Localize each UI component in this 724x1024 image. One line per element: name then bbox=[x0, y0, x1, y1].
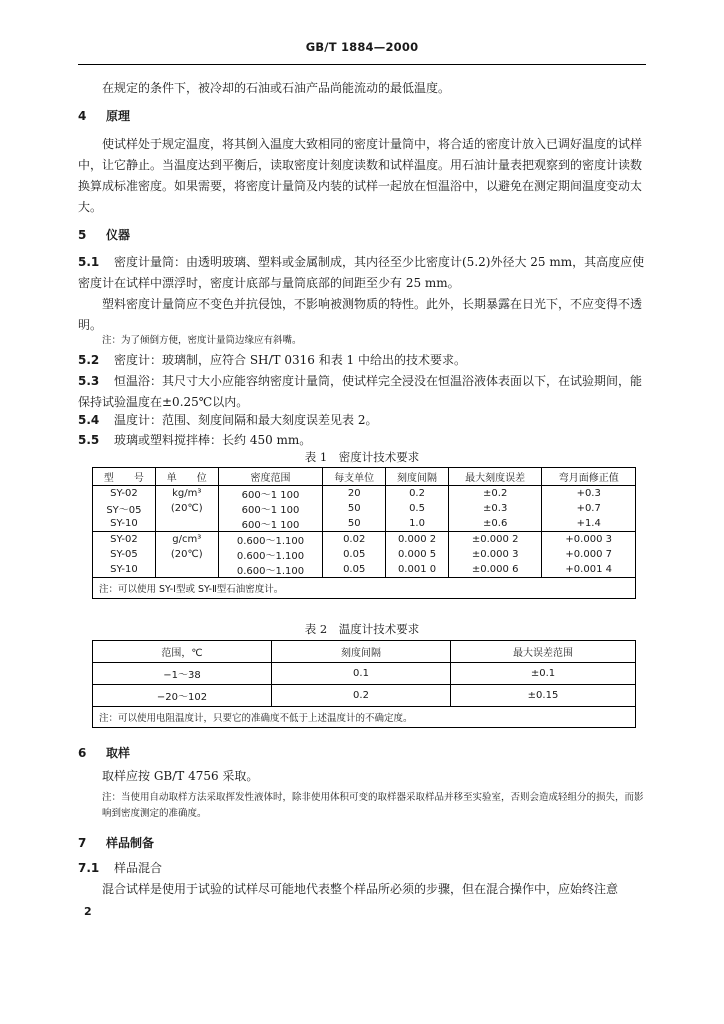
table-note-row bbox=[93, 707, 636, 728]
table-cell: 0.5 bbox=[386, 501, 449, 516]
column-header: 弯月面修正值 bbox=[542, 468, 636, 486]
column-header: 最大刻度误差 bbox=[448, 468, 541, 486]
table-cell bbox=[155, 562, 218, 578]
intro-paragraph: 在规定的条件下，被冷却的石油或石油产品尚能流动的最低温度。 bbox=[102, 81, 451, 95]
table-cell: 0.600～1.100 bbox=[218, 562, 323, 578]
table-cell: 0.600～1.100 bbox=[218, 547, 323, 562]
section-title: 样品制备 bbox=[106, 836, 155, 850]
table-cell: 0.2 bbox=[386, 486, 449, 502]
table-cell: 0.600～1.100 bbox=[218, 532, 323, 548]
table-cell: SY-10 bbox=[93, 562, 156, 578]
table-note: 注：可以使用电阻温度计，只要它的准确度不低于上述温度计的不确定度。 bbox=[93, 707, 636, 728]
page-number: 2 bbox=[84, 905, 92, 918]
table-cell: +0.000 7 bbox=[542, 547, 636, 562]
clause-number: 5.4 bbox=[78, 413, 100, 427]
section-6-paragraph: 取样应按 GB/T 4756 采取。 bbox=[102, 769, 259, 783]
table-cell: 0.000 2 bbox=[386, 532, 449, 548]
section-4-heading bbox=[78, 107, 130, 124]
clause-text: 恒温浴：其尺寸大小应能容纳密度计量筒，使试样完全浸没在恒温浴液体表面以下，在试验期间，能保持试验温度在±0.25℃以内。 bbox=[78, 374, 643, 409]
clause-7-1 bbox=[78, 858, 646, 879]
table-2-caption: 表 2 温度计技术要求 bbox=[304, 622, 420, 636]
table-cell: 0.05 bbox=[323, 562, 386, 578]
table-cell: (20℃) bbox=[155, 501, 218, 516]
section-number: 6 bbox=[78, 746, 87, 760]
table-cell: 600～1 100 bbox=[218, 501, 323, 516]
page-header: GB/T 1884—2000 bbox=[305, 40, 419, 54]
table-header-row bbox=[93, 641, 636, 663]
table-cell: ±0.2 bbox=[448, 486, 541, 502]
table-cell: 0.000 5 bbox=[386, 547, 449, 562]
section-title: 原理 bbox=[106, 109, 131, 123]
clause-text: 温度计：范围、刻度间隔和最大刻度误差见表 2。 bbox=[114, 413, 378, 427]
table-1-caption: 表 1 密度计技术要求 bbox=[304, 450, 420, 464]
table-cell: 0.2 bbox=[272, 685, 451, 707]
column-header: 刻度间隔 bbox=[272, 641, 451, 663]
column-header: 密度范围 bbox=[218, 468, 323, 486]
table-row bbox=[93, 501, 636, 516]
clause-5-1-para2: 塑料密度计量筒应不变色并抗侵蚀，不影响被测物质的特性。此外，长期暴露在日光下，不应变得不透明。 bbox=[78, 297, 643, 332]
clause-title: 样品混合 bbox=[114, 861, 163, 875]
table-row bbox=[93, 547, 636, 562]
section-6-heading bbox=[78, 744, 130, 761]
table-cell: 0.05 bbox=[323, 547, 386, 562]
table-cell: ±0.000 2 bbox=[448, 532, 541, 548]
column-header: 单 位 bbox=[155, 468, 218, 486]
table-row bbox=[93, 532, 636, 548]
hydrometer-spec-table bbox=[92, 467, 636, 599]
table-row bbox=[93, 685, 636, 707]
table-cell: +0.7 bbox=[542, 501, 636, 516]
table-cell: SY-10 bbox=[93, 516, 156, 532]
column-header: 型 号 bbox=[93, 468, 156, 486]
table-cell: SY-05 bbox=[93, 547, 156, 562]
table-cell bbox=[155, 516, 218, 532]
table-cell: +1.4 bbox=[542, 516, 636, 532]
table-cell: 0.02 bbox=[323, 532, 386, 548]
table-cell: +0.3 bbox=[542, 486, 636, 502]
table-cell: 1.0 bbox=[386, 516, 449, 532]
clause-number: 5.1 bbox=[78, 255, 100, 269]
section-number: 5 bbox=[78, 228, 87, 242]
clause-5-1 bbox=[78, 252, 646, 294]
clause-text: 密度计：玻璃制，应符合 SH/T 0316 和表 1 中给出的技术要求。 bbox=[114, 353, 466, 367]
clause-number: 5.2 bbox=[78, 353, 100, 367]
clause-5-5 bbox=[78, 430, 646, 451]
column-header: 最大误差范围 bbox=[451, 641, 636, 663]
section-4-paragraph: 使试样处于规定温度，将其倒入温度大致相同的密度计量筒中，将合适的密度计放入已调好温度的试样中，让它静止。当温度达到平衡后，读取密度计刻度读数和试样温度。用石油计量表把观察到的密度计读数换算成标准密度。如果需要，将密度计量筒及内装的试样一起放在恒温浴中，以避免在测定期间温度变动太大。 bbox=[78, 137, 643, 214]
column-header: 刻度间隔 bbox=[386, 468, 449, 486]
table-cell: SY～05 bbox=[93, 501, 156, 516]
table-cell: 50 bbox=[323, 516, 386, 532]
table-row bbox=[93, 663, 636, 685]
table-note-row bbox=[93, 578, 636, 599]
table-cell: g/cm³ bbox=[155, 532, 218, 548]
table-header-row bbox=[93, 468, 636, 486]
table-note: 注：可以使用 SY-Ⅰ型或 SY-Ⅱ型石油密度计。 bbox=[93, 578, 636, 599]
table-cell: 20 bbox=[323, 486, 386, 502]
clause-number: 7.1 bbox=[78, 861, 100, 875]
table-cell: −1～38 bbox=[93, 663, 272, 685]
section-7-paragraph: 混合试样是使用于试验的试样尽可能地代表整个样品所必须的步骤，但在混合操作中，应始终注意 bbox=[102, 882, 619, 896]
clause-5-2 bbox=[78, 350, 646, 371]
table-row bbox=[93, 562, 636, 578]
note-6: 注：当使用自动取样方法采取挥发性液体时，除非使用体积可变的取样器采取样品并移至实验室，否则会造成轻组分的损失，而影响到密度测定的准确度。 bbox=[102, 792, 644, 819]
column-header: 范围，℃ bbox=[93, 641, 272, 663]
table-cell: ±0.000 3 bbox=[448, 547, 541, 562]
note-5-1: 注：为了倾倒方便，密度计量筒边缘应有斜嘴。 bbox=[102, 335, 302, 346]
table-cell: ±0.3 bbox=[448, 501, 541, 516]
clause-number: 5.5 bbox=[78, 433, 100, 447]
table-cell: 0.1 bbox=[272, 663, 451, 685]
table-cell: kg/m³ bbox=[155, 486, 218, 502]
table-cell: 50 bbox=[323, 501, 386, 516]
table-cell: SY-02 bbox=[93, 486, 156, 502]
header-rule bbox=[78, 64, 646, 65]
section-7-heading bbox=[78, 834, 154, 851]
table-row bbox=[93, 516, 636, 532]
section-number: 7 bbox=[78, 836, 87, 850]
table-row bbox=[93, 486, 636, 502]
table-cell: ±0.15 bbox=[451, 685, 636, 707]
section-5-heading bbox=[78, 226, 130, 243]
table-cell: +0.001 4 bbox=[542, 562, 636, 578]
table-cell: SY-02 bbox=[93, 532, 156, 548]
table-cell: 0.001 0 bbox=[386, 562, 449, 578]
section-number: 4 bbox=[78, 109, 87, 123]
table-cell: ±0.000 6 bbox=[448, 562, 541, 578]
table-cell: ±0.1 bbox=[451, 663, 636, 685]
clause-text: 密度计量筒：由透明玻璃、塑料或金属制成，其内径至少比密度计(5.2)外径大 25 mm，其高度应使密度计在试样中漂浮时，密度计底部与量筒底部的间距至少有 25 mm。 bbox=[78, 255, 645, 290]
table-cell: −20～102 bbox=[93, 685, 272, 707]
table-cell: 600～1 100 bbox=[218, 486, 323, 502]
clause-5-4 bbox=[78, 410, 646, 431]
thermometer-spec-table bbox=[92, 640, 636, 728]
clause-number: 5.3 bbox=[78, 374, 100, 388]
section-title: 取样 bbox=[106, 746, 131, 760]
table-cell: ±0.6 bbox=[448, 516, 541, 532]
table-cell: (20℃) bbox=[155, 547, 218, 562]
clause-5-3 bbox=[78, 371, 646, 413]
section-title: 仪器 bbox=[106, 228, 131, 242]
table-cell: +0.000 3 bbox=[542, 532, 636, 548]
clause-text: 玻璃或塑料搅拌棒：长约 450 mm。 bbox=[114, 433, 312, 447]
column-header: 每支单位 bbox=[323, 468, 386, 486]
table-cell: 600～1 100 bbox=[218, 516, 323, 532]
